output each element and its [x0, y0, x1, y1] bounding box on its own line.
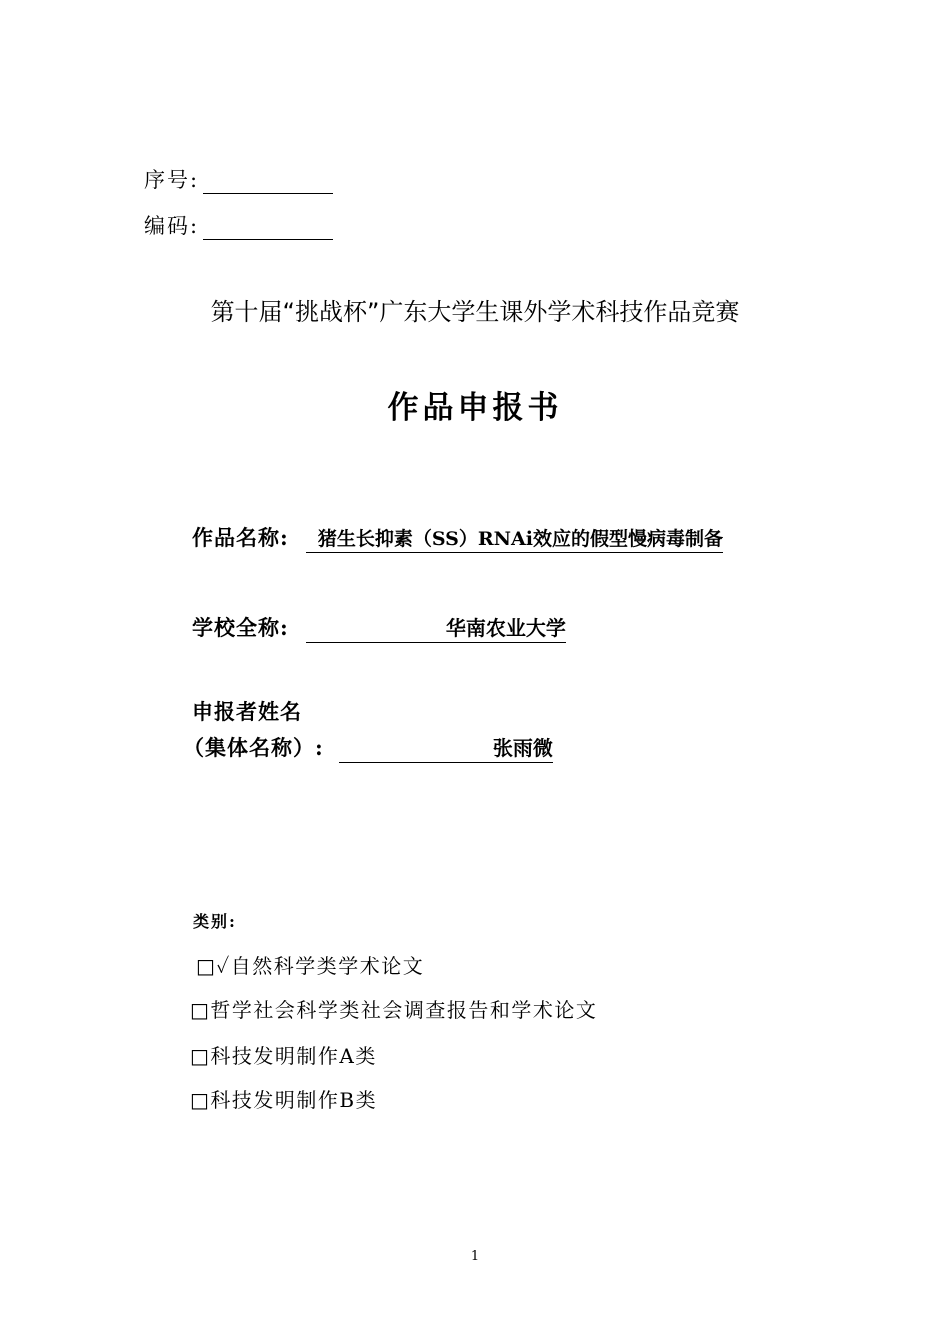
category-item-invention-b: □科技发明制作B类: [190, 1088, 378, 1112]
category-item-social-science: □哲学社会科学类社会调查报告和学术论文: [190, 998, 598, 1022]
applicant-value: 张雨微: [339, 732, 553, 763]
contest-title: 第十届“挑战杯”广东大学生课外学术科技作品竞赛: [210, 298, 740, 326]
school-value: 华南农业大学: [306, 612, 566, 643]
document-title: 作品申报书: [387, 390, 563, 426]
serial-blank-line: [203, 169, 333, 194]
applicant-field: [183, 732, 553, 763]
code-field: [144, 210, 333, 240]
school-label: 学校全称:: [192, 615, 289, 640]
category-label: 类别:: [193, 912, 237, 931]
category-item-natural-science: □✓自然科学类学术论文: [196, 954, 425, 978]
code-label: 编码:: [144, 214, 200, 238]
code-blank-line: [203, 215, 333, 240]
serial-field: [144, 164, 333, 194]
work-name-field: [192, 522, 723, 553]
work-name-label: 作品名称:: [192, 525, 289, 550]
page-number: 1: [470, 1249, 480, 1264]
category-item-invention-a: □科技发明制作A类: [190, 1044, 377, 1068]
serial-label: 序号:: [144, 168, 200, 192]
applicant-label-line1: 申报者姓名: [192, 699, 302, 724]
applicant-label-line2: （集体名称）:: [183, 735, 324, 760]
school-field: [192, 612, 566, 643]
work-name-value: 猪生长抑素（SS）RNAi效应的假型慢病毒制备: [306, 524, 723, 553]
